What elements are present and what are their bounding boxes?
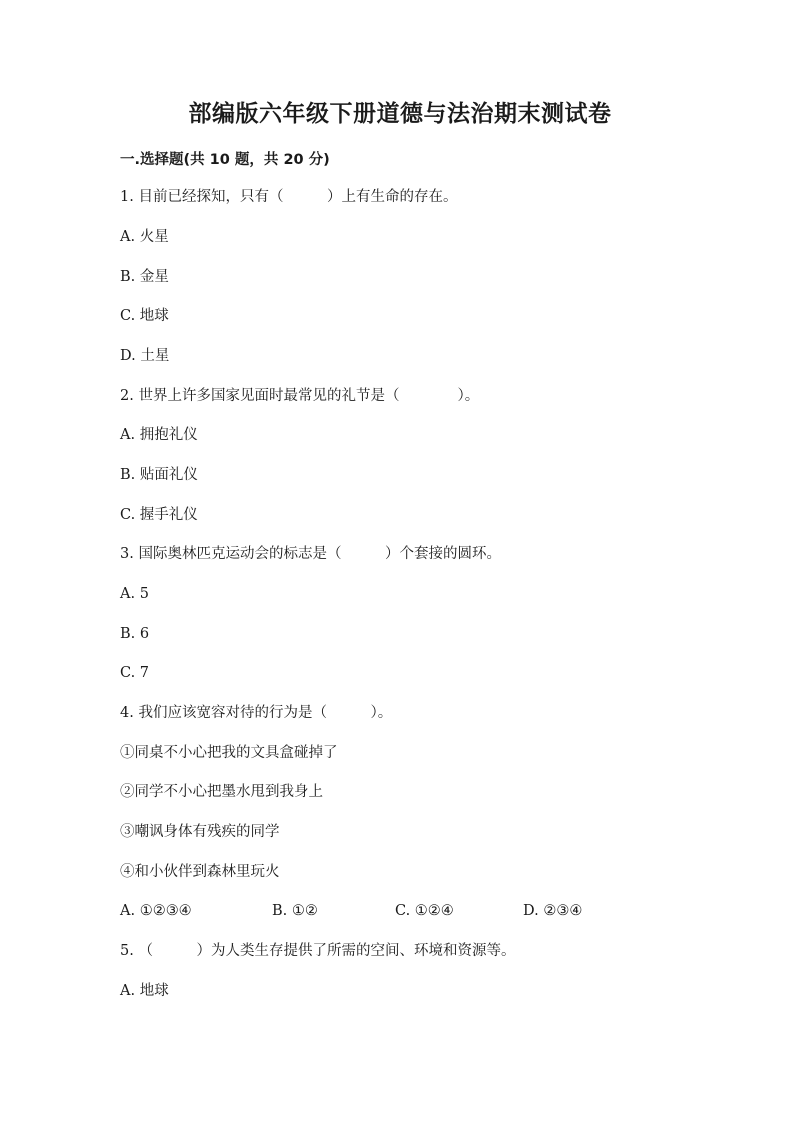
question-1-option-b: B. 金星 xyxy=(120,269,169,285)
question-4-statement-1: ①同桌不小心把我的文具盒碰掉了 xyxy=(120,745,338,761)
question-1-option-d: D. 土星 xyxy=(120,348,170,364)
question-4-statement-4: ④和小伙伴到森林里玩火 xyxy=(120,864,280,880)
section-heading: 一.选择题(共 10 题，共 20 分) xyxy=(120,152,330,168)
question-2-option-a: A. 拥抱礼仪 xyxy=(120,427,198,443)
question-1-stem: 1. 目前已经探知，只有（ ）上有生命的存在。 xyxy=(120,189,458,205)
question-3-option-c: C. 7 xyxy=(120,665,150,681)
page-title: 部编版六年级下册道德与法治期末测试卷 xyxy=(188,101,612,127)
question-4-option-c: C. ①②④ xyxy=(395,903,454,919)
question-4-statement-2: ②同学不小心把墨水甩到我身上 xyxy=(120,784,323,800)
question-2-option-b: B. 贴面礼仪 xyxy=(120,467,198,483)
question-4-option-b: B. ①② xyxy=(272,903,318,919)
question-4-option-a: A. ①②③④ xyxy=(120,903,192,919)
question-1-option-a: A. 火星 xyxy=(120,229,169,245)
question-4-stem: 4. 我们应该宽容对待的行为是（ ）。 xyxy=(120,705,393,721)
question-5-stem: 5. （ ）为人类生存提供了所需的空间、环境和资源等。 xyxy=(120,943,516,959)
question-2-stem: 2. 世界上许多国家见面时最常见的礼节是（ ）。 xyxy=(120,388,480,404)
question-3-stem: 3. 国际奥林匹克运动会的标志是（ ）个套接的圆环。 xyxy=(120,546,501,562)
question-4-option-d: D. ②③④ xyxy=(523,903,583,919)
question-1-option-c: C. 地球 xyxy=(120,308,169,324)
question-3-option-a: A. 5 xyxy=(120,586,149,602)
question-4-options xyxy=(120,901,640,921)
question-5-option-a: A. 地球 xyxy=(120,983,169,999)
question-2-option-c: C. 握手礼仪 xyxy=(120,507,198,523)
question-3-option-b: B. 6 xyxy=(120,626,150,642)
question-4-statement-3: ③嘲讽身体有残疾的同学 xyxy=(120,824,280,840)
